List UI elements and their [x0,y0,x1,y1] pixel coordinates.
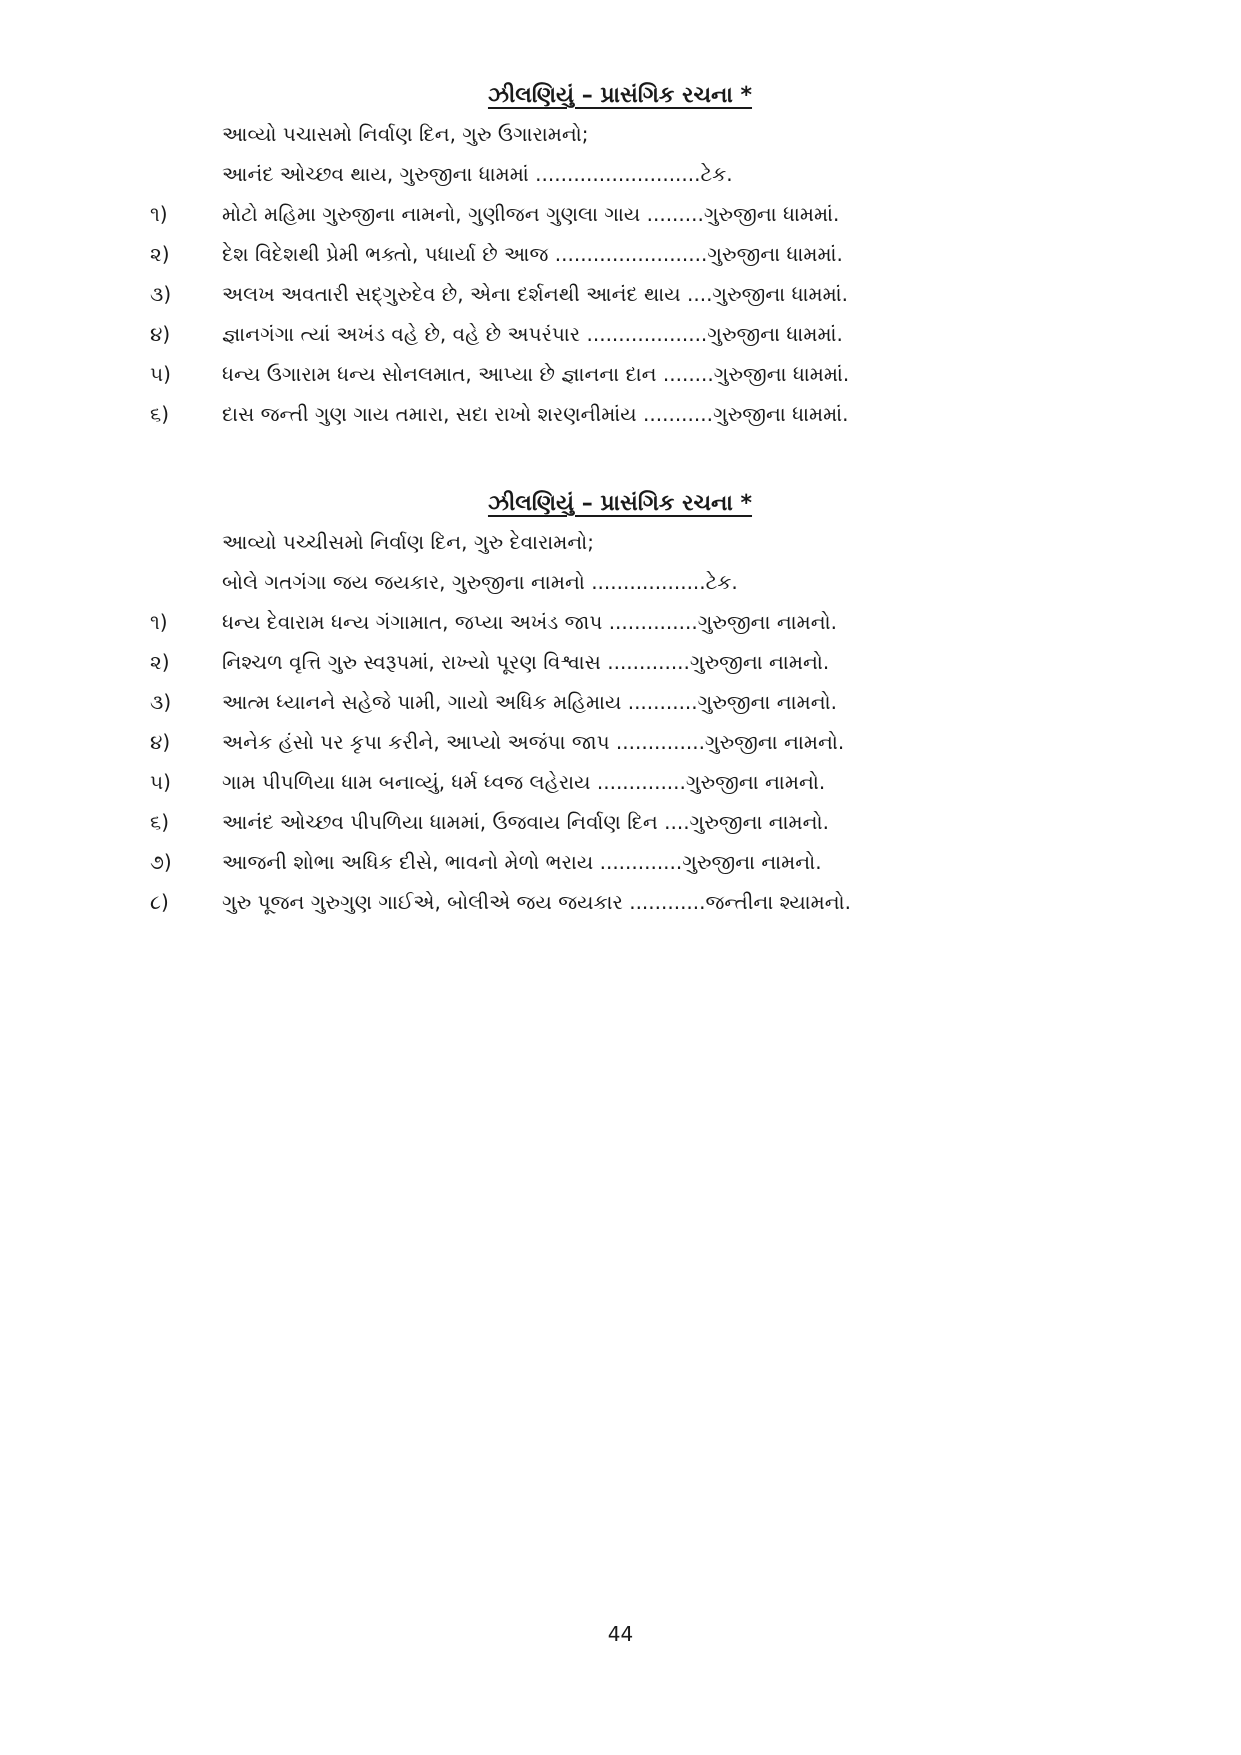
verse-line [150,802,1150,842]
verse-line [150,842,1150,882]
intro-text: બોલે ગતગંગા જય જયકાર, ગુરુજીના નામનો ..................ટેક. [222,570,738,594]
verse-line [150,194,1150,234]
verse-line [150,882,1150,922]
verse-number: ૫) [150,770,171,794]
verse-text: આનંદ ઓચ્છવ પીપળિયા ધામમાં, ઉજવાય નિર્વાણ દિન ....ગુરુજીના નામનો. [222,810,829,834]
verse-line [150,394,1150,434]
intro-line [150,562,1150,602]
verse-line [150,682,1150,722]
intro-text: આવ્યો પચાસમો નિર્વાણ દિન, ગુરુ ઉગારામનો; [222,122,589,146]
verse-line [150,642,1150,682]
verse-text: આજની શોભા અધિક દીસે, ભાવનો મેળો ભરાય .............ગુરુજીના નામનો. [222,850,822,874]
verse-line [150,354,1150,394]
verse-number: ૨) [150,242,170,266]
intro-line [150,114,1150,154]
song-section-2 [150,486,1150,922]
verse-text: ધન્ય ઉગારામ ધન્ય સોનલમાત, આપ્યા છે જ્ઞાનના દાન ........ગુરુજીના ધામમાં. [222,362,850,386]
verse-number: ૩) [150,282,172,306]
verse-number: ૧) [150,610,168,634]
intro-text: આનંદ ઓચ્છવ થાય, ગુરુજીના ધામમાં ..........................ટેક. [222,162,733,186]
verse-text: અલખ અવતારી સદ્‌ગુરુદેવ છે, એના દર્શનથી આનંદ થાય ....ગુરુજીના ધામમાં. [222,282,848,306]
verse-line [150,602,1150,642]
verse-text: ગામ પીપળિયા ધામ બનાવ્યું, ધર્મ ધ્વજ લહેરાય ..............ગુરુજીના નામનો. [222,770,826,794]
verse-line [150,762,1150,802]
verse-line [150,274,1150,314]
verse-line [150,314,1150,354]
verse-line [150,722,1150,762]
verse-number: ૬) [150,810,170,834]
intro-line [150,522,1150,562]
verse-text: દાસ જન્તી ગુણ ગાય તમારા, સદા રાખો શરણનીમાંય ...........ગુરુજીના ધામમાં. [222,402,849,426]
verse-line [150,234,1150,274]
section-heading: ઝીલણિયું – પ્રાસંગિક રચના * [487,491,753,516]
verse-text: જ્ઞાનગંગા ત્યાં અખંડ વહે છે, વહે છે અપરંપાર ...................ગુરુજીના ધામમાં. [222,322,843,346]
verse-number: ૧) [150,202,168,226]
page-number: 44 [607,1622,634,1646]
verse-text: આત્મ ધ્યાનને સહેજે પામી, ગાયો અધિક મહિમાય ...........ગુરુજીના નામનો. [222,690,837,714]
verse-number: ૭) [150,850,172,874]
verse-number: ૨) [150,650,170,674]
song-section-1 [150,78,1150,434]
verse-text: મોટો મહિમા ગુરુજીના નામનો, ગુણીજન ગુણલા ગાય .........ગુરુજીના ધામમાં. [222,202,840,226]
verse-number: ૩) [150,690,172,714]
verse-number: ૪) [150,730,171,754]
verse-number: ૪) [150,322,171,346]
verse-text: નિશ્ચળ વૃત્તિ ગુરુ સ્વરૂપમાં, રાખ્યો પૂરણ વિશ્વાસ .............ગુરુજીના નામનો. [222,650,830,674]
verse-text: દેશ વિદેશથી પ્રેમી ભક્તો, પધાર્યા છે આજ ........................ગુરુજીના ધામમાં. [222,242,843,266]
verse-number: ૬) [150,402,170,426]
intro-line [150,154,1150,194]
intro-text: આવ્યો પચ્ચીસમો નિર્વાણ દિન, ગુરુ દેવારામનો; [222,530,595,554]
verse-text: ગુરુ પૂજન ગુરુગુણ ગાઈએ, બોલીએ જય જયકાર ............જન્તીના શ્યામનો. [222,890,851,914]
verse-text: ધન્ય દેવારામ ધન્ય ગંગામાત, જપ્યા અખંડ જાપ ..............ગુરુજીના નામનો. [222,610,838,634]
verse-number: ૫) [150,362,171,386]
section-heading: ઝીલણિયું – પ્રાસંગિક રચના * [487,83,753,108]
verse-number: ૮) [150,890,169,914]
verse-text: અનેક હંસો પર કૃપા કરીને, આપ્યો અજંપા જાપ ..............ગુરુજીના નામનો. [222,730,845,754]
